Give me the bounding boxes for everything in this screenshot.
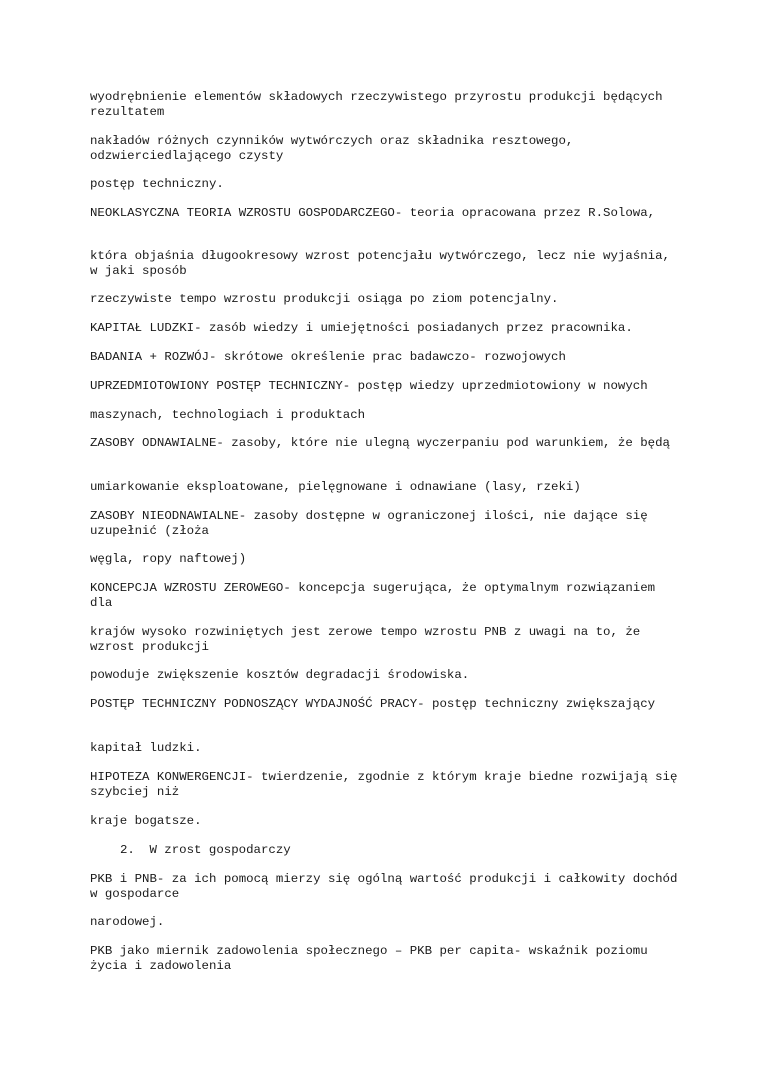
- paragraph: KONCEPCJA WZROSTU ZEROWEGO- koncepcja sugerująca, że optymalnym rozwiązaniem dla: [90, 581, 663, 610]
- paragraph: maszynach, technologiach i produktach: [90, 408, 366, 422]
- paragraph: wyodrębnienie elementów składowych rzeczywistego przyrostu produkcji będących rezultatem: [90, 90, 670, 119]
- paragraph: postęp techniczny.: [90, 177, 224, 191]
- paragraph: ZASOBY ODNAWIALNE- zasoby, które nie ulegną wyczerpaniu pod warunkiem, że będą: [90, 436, 670, 450]
- paragraph: BADANIA + ROZWÓJ- skrótowe określenie prac badawczo- rozwojowych: [90, 350, 566, 364]
- paragraph: UPRZEDMIOTOWIONY POSTĘP TECHNICZNY- postęp wiedzy uprzedmiotowiony w nowych: [90, 379, 648, 393]
- paragraph: węgla, ropy naftowej): [90, 552, 247, 566]
- paragraph: KAPITAŁ LUDZKI- zasób wiedzy i umiejętności posiadanych przez pracownika.: [90, 321, 633, 335]
- section-title: W zrost gospodarczy: [149, 843, 291, 857]
- paragraph: PKB jako miernik zadowolenia społecznego – PKB per capita- wskaźnik poziomu życia i zadowolenia: [90, 944, 656, 973]
- paragraph: ZASOBY NIEODNAWIALNE- zasoby dostępne w ograniczonej ilości, nie dające się uzupełnić (złoża: [90, 509, 656, 538]
- paragraph: HIPOTEZA KONWERGENCJI- twierdzenie, zgodnie z którym kraje biedne rozwijają się szybciej niż: [90, 770, 685, 799]
- paragraph: kapitał ludzki.: [90, 741, 202, 755]
- paragraph: PKB i PNB- za ich pomocą mierzy się ogólną wartość produkcji i całkowity dochód w gospodarce: [90, 872, 685, 901]
- paragraph: narodowej.: [90, 915, 165, 929]
- section-number: 2.: [120, 843, 135, 857]
- paragraph: która objaśnia długookresowy wzrost potencjału wytwórczego, lecz nie wyjaśnia, w jaki sposób: [90, 249, 678, 278]
- paragraph: umiarkowanie eksploatowane, pielęgnowane i odnawiane (lasy, rzeki): [90, 480, 581, 494]
- paragraph: rzeczywiste tempo wzrostu produkcji osiąga po ziom potencjalny.: [90, 292, 559, 306]
- section-heading: [120, 843, 680, 858]
- paragraph: NEOKLASYCZNA TEORIA WZROSTU GOSPODARCZEGO- teoria opracowana przez R.Solowa,: [90, 206, 656, 220]
- paragraph: POSTĘP TECHNICZNY PODNOSZĄCY WYDAJNOŚĆ PRACY- postęp techniczny zwiększający: [90, 697, 656, 711]
- paragraph: nakładów różnych czynników wytwórczych oraz składnika resztowego, odzwierciedlającego czysty: [90, 134, 581, 163]
- paragraph: kraje bogatsze.: [90, 814, 202, 828]
- paragraph: krajów wysoko rozwiniętych jest zerowe tempo wzrostu PNB z uwagi na to, że wzrost produkcji: [90, 625, 648, 654]
- paragraph: powoduje zwiększenie kosztów degradacji środowiska.: [90, 668, 470, 682]
